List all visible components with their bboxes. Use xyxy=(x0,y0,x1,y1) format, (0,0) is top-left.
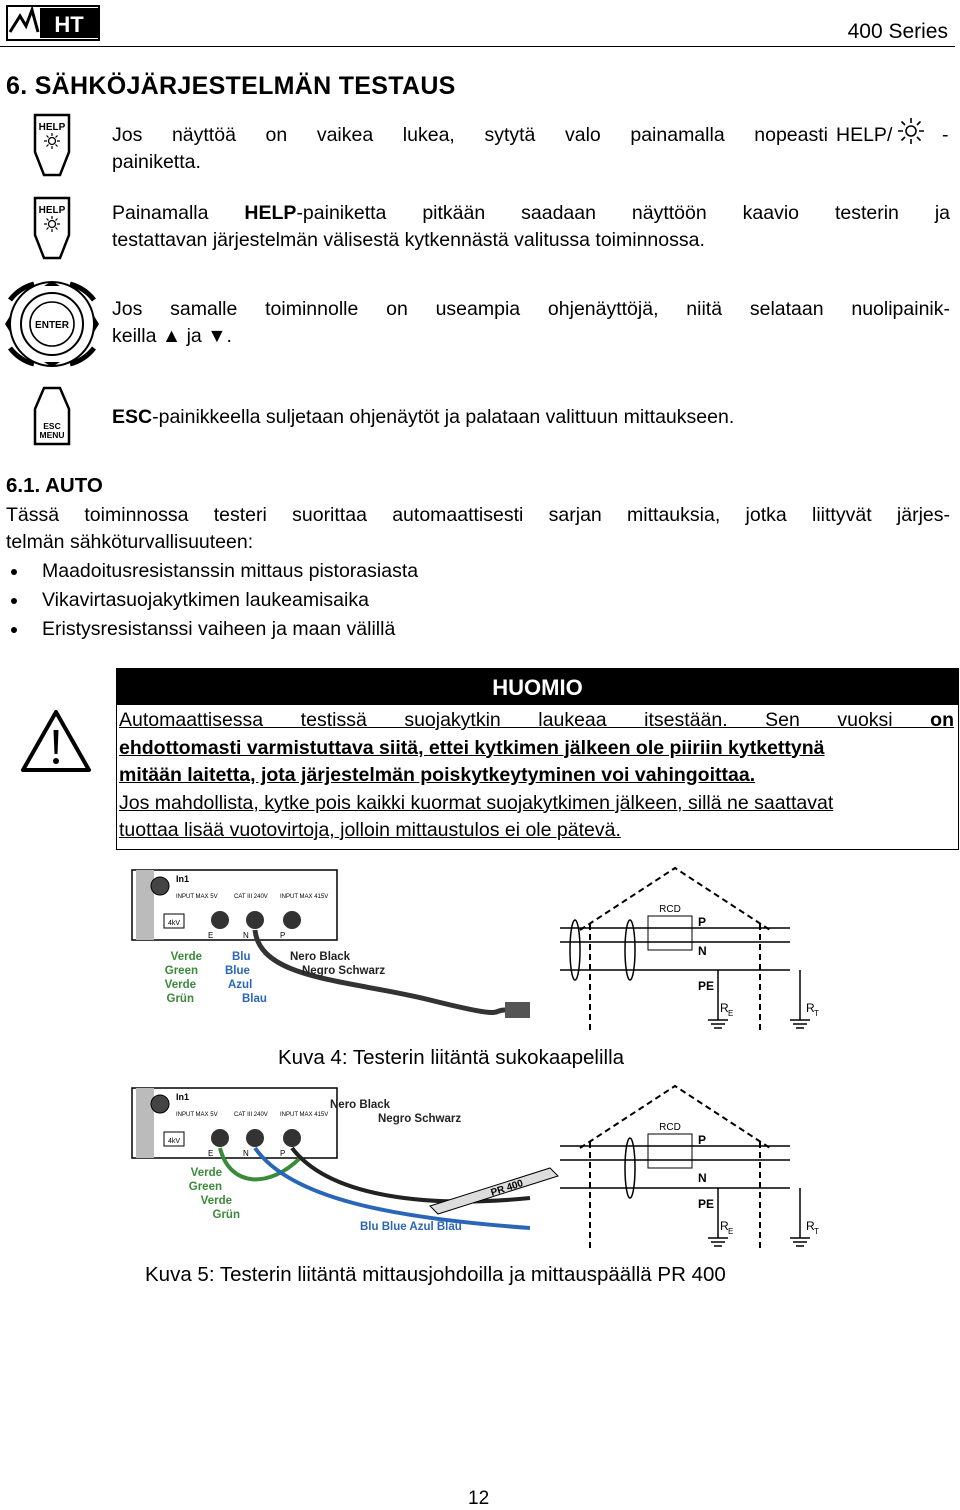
fig4-blue-1: Blue xyxy=(225,965,250,977)
fig5-re: R xyxy=(720,1219,729,1233)
fig4-black-2: Negro Schwarz xyxy=(302,965,386,977)
backlight-icon xyxy=(896,116,926,146)
intro-p1-line2: painiketta. xyxy=(112,151,201,173)
note-line-2: ehdottomasti varmistuttava siitä, ettei kytkimen jälkeen ole piiriin kytkettynä xyxy=(119,736,825,759)
bullet-dot xyxy=(11,598,17,604)
help-button-icon xyxy=(32,112,72,178)
fig4-green-0: Verde xyxy=(170,951,202,963)
note-title: HUOMIO xyxy=(117,669,958,705)
figure-5-diagram xyxy=(130,1078,830,1256)
warning-icon xyxy=(20,708,92,774)
page-number: 12 xyxy=(468,1488,490,1509)
fig4-rt-sub: T xyxy=(814,1009,819,1018)
fig4-green-1: Green xyxy=(164,965,198,977)
help-icon-label: HELP xyxy=(38,122,66,133)
fig5-probe: PR 400 xyxy=(489,1178,525,1199)
fig4-blue-2: Azul xyxy=(228,979,253,991)
fig5-line-n: N xyxy=(698,1171,707,1185)
intro-p3-ja: ja xyxy=(186,325,202,347)
note-line-3: mitään laitetta, jota järjestelmän poiskytkeytyminen voi vahingoittaa. xyxy=(119,764,756,786)
fig5-rt-sub: T xyxy=(814,1227,819,1236)
fig5-input415v: INPUT MAX 415V xyxy=(280,1112,329,1118)
note-line-1 xyxy=(119,707,954,735)
bullet-list xyxy=(6,557,418,644)
fig4-term-n: N xyxy=(243,931,249,940)
list-item xyxy=(6,615,418,644)
note-line-5: tuottaa lisää vuotovirtoja, jolloin mittaustulos ei ole pätevä. xyxy=(119,819,621,841)
fig5-rt: R xyxy=(806,1219,815,1233)
help-button-icon-2 xyxy=(32,195,72,261)
esc-icon-label: ESC xyxy=(43,421,61,431)
fig5-term-p: P xyxy=(280,1149,286,1158)
enter-arrow-keys-icon xyxy=(4,280,100,368)
fig4-input415v: INPUT MAX 415V xyxy=(280,894,329,900)
logo-text: HT xyxy=(54,12,84,37)
intro-p2-line2: testattavan järjestelmän välisestä kytkennästä valitussa toiminnossa. xyxy=(112,229,705,251)
auto-p-line2: telmän sähköturvallisuuteen: xyxy=(6,531,254,553)
fig4-term-p: P xyxy=(280,931,286,940)
fig5-blue: Blu Blue Azul Blau xyxy=(360,1221,462,1233)
intro-p3-keilla: keilla xyxy=(112,325,157,347)
fig4-rt: R xyxy=(806,1001,815,1015)
fig4-rcd: RCD xyxy=(659,904,681,915)
list-item-text: Maadoitusresistanssin mittaus pistorasiasta xyxy=(42,560,419,582)
fig5-green-0: Verde xyxy=(190,1167,222,1179)
fig4-input5v: INPUT MAX 5V xyxy=(176,894,218,900)
fig5-hv: 4kV xyxy=(167,1138,181,1145)
figure-5-caption: Kuva 5: Testerin liitäntä mittausjohdoilla ja mittauspäällä PR 400 xyxy=(145,1263,726,1286)
fig5-term-n: N xyxy=(243,1149,249,1158)
fig4-re: R xyxy=(720,1001,729,1015)
fig5-green-1: Green xyxy=(188,1181,222,1193)
fig5-cat3: CAT III 240V xyxy=(234,1112,268,1118)
fig4-re-sub: E xyxy=(728,1009,734,1018)
auto-p-line1: Tässä toiminnossa testeri suorittaa automaattisesti sarjan mittauksia, jotka liittyvät järjes- xyxy=(6,504,950,526)
fig4-green-3: Grün xyxy=(166,993,194,1005)
fig5-black-2: Negro Schwarz xyxy=(378,1113,462,1125)
fig4-black-1: Nero Black xyxy=(290,951,351,963)
menu-icon-label: MENU xyxy=(39,430,65,440)
subsection-title: 6.1. AUTO xyxy=(6,474,103,497)
bullet-dot xyxy=(11,627,17,633)
intro-p2-pre: Painamalla xyxy=(112,202,209,224)
up-arrow-icon: ▲ xyxy=(161,325,182,347)
intro-p2-rest: -painiketta pitkään saadaan näyttöön kaavio testerin ja xyxy=(296,202,950,224)
fig4-term-e: E xyxy=(208,931,214,940)
fig4-line-p: P xyxy=(698,915,707,929)
intro-p1-dash: - xyxy=(942,124,949,146)
enter-icon-label: ENTER xyxy=(35,320,69,331)
list-item-text: Vikavirtasuojakytkimen laukeamisaika xyxy=(42,589,369,611)
fig4-in1: In1 xyxy=(176,874,190,884)
note-line-1-text: Automaattisessa testissä suojakytkin laukeaa itsestään. Sen vuoksi xyxy=(119,709,893,731)
fig4-line-n: N xyxy=(698,944,707,958)
intro-p4-rest: -painikkeella suljetaan ohjenäytöt ja palataan valittuun mittaukseen. xyxy=(152,406,735,428)
fig4-line-pe: PE xyxy=(698,979,715,993)
fig5-term-e: E xyxy=(208,1149,214,1158)
intro-p4-bold: ESC xyxy=(112,406,153,428)
intro-p3-end: . xyxy=(226,325,232,347)
fig4-blue-3: Blau xyxy=(242,993,267,1005)
fig5-rcd: RCD xyxy=(659,1122,681,1133)
note-line-4: Jos mahdollista, kytke pois kaikki kuormat suojakytkimen jälkeen, sillä ne saattavat xyxy=(119,791,834,814)
fig4-green-2: Verde xyxy=(164,979,196,991)
figure-4-diagram xyxy=(130,860,830,1038)
intro-p2-line1 xyxy=(112,200,950,227)
intro-p3-line1: Jos samalle toiminnolle on useampia ohjenäyttöjä, niitä selataan nuolipainik- xyxy=(112,298,950,320)
help-icon-label-2: HELP xyxy=(38,205,66,216)
intro-p3-line2 xyxy=(112,323,232,350)
fig5-line-pe: PE xyxy=(698,1197,715,1211)
intro-p2-bold: HELP xyxy=(244,202,297,224)
figure-4-caption: Kuva 4: Testerin liitäntä sukokaapelilla xyxy=(278,1046,625,1069)
fig5-green-2: Verde xyxy=(200,1195,232,1207)
fig5-black-1: Nero Black xyxy=(330,1099,391,1111)
fig4-hv: 4kV xyxy=(167,920,181,927)
section-title: 6. SÄHKÖJÄRJESTELMÄN TESTAUS xyxy=(6,72,456,100)
esc-menu-button-icon xyxy=(32,385,72,447)
bullet-dot xyxy=(11,569,17,575)
fig5-in1: In1 xyxy=(176,1092,190,1102)
ht-logo xyxy=(6,2,102,44)
fig5-re-sub: E xyxy=(728,1227,734,1236)
header-rule xyxy=(0,46,955,47)
fig5-green-3: Grün xyxy=(212,1209,240,1221)
fig5-input5v: INPUT MAX 5V xyxy=(176,1112,218,1118)
fig4-cat3: CAT III 240V xyxy=(234,894,268,900)
fig4-blue-0: Blu xyxy=(232,951,251,963)
list-item-text: Eristysresistanssi vaiheen ja maan välillä xyxy=(42,618,396,640)
intro-p4 xyxy=(112,404,734,431)
note-box xyxy=(116,668,959,850)
note-line-1-bold: on xyxy=(930,709,954,731)
intro-p1-line1: Jos näyttöä on vaikea lukea, sytytä valo painamalla nopeasti xyxy=(112,124,828,146)
intro-p1-help: HELP/ xyxy=(836,124,893,146)
list-item xyxy=(6,557,418,586)
list-item xyxy=(6,586,418,615)
fig5-line-p: P xyxy=(698,1133,707,1147)
note-body xyxy=(117,705,958,845)
series-label: 400 Series xyxy=(847,20,948,43)
down-arrow-icon: ▼ xyxy=(207,325,227,347)
